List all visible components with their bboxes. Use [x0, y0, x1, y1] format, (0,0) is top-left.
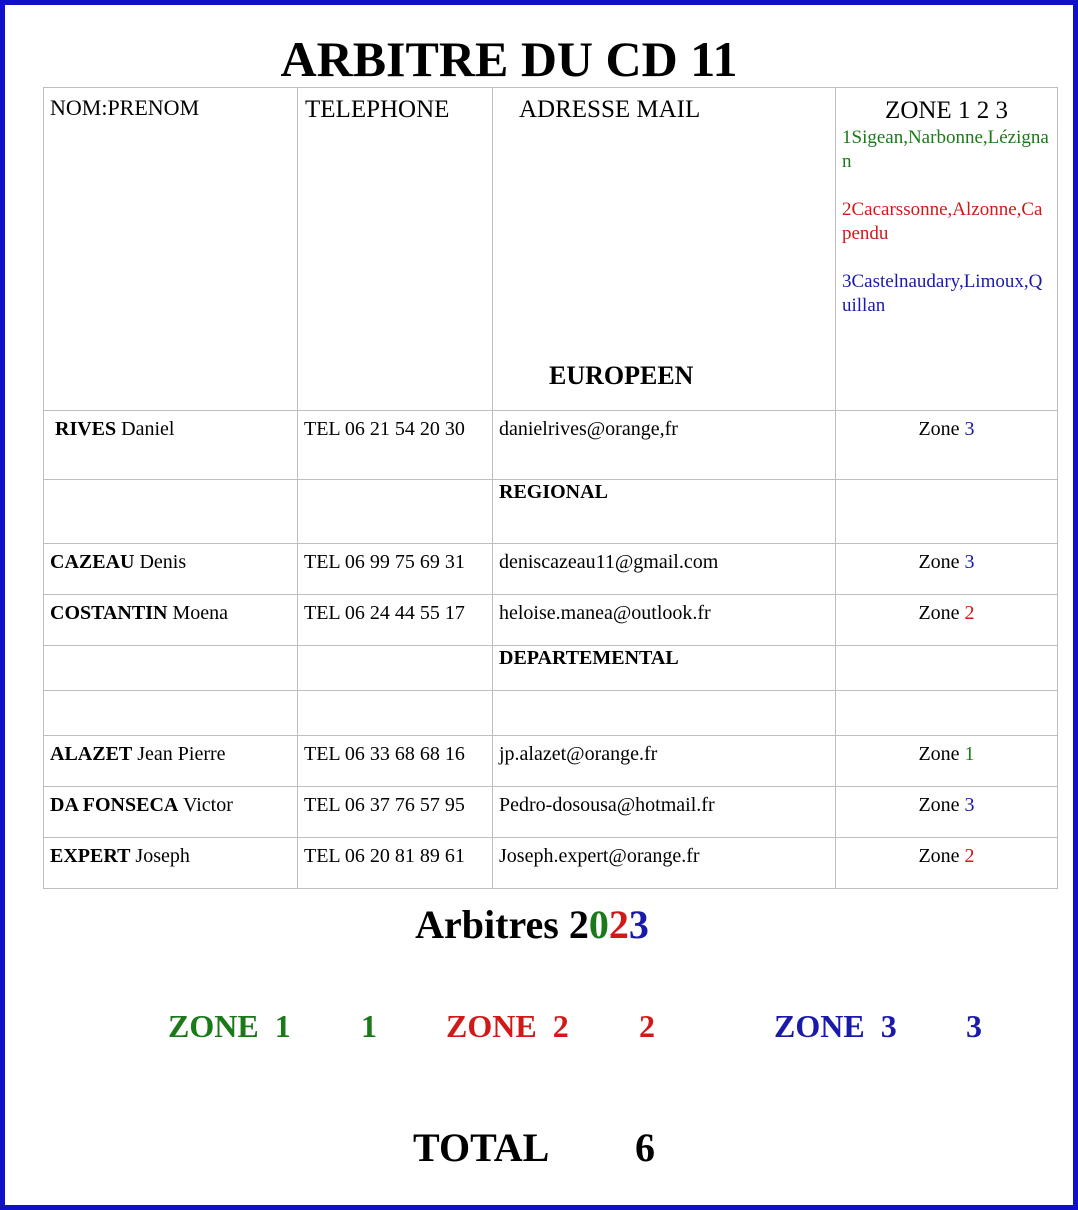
- header-zone-cell: [836, 88, 1058, 411]
- referee-email: deniscazeau11@gmail.com: [493, 544, 836, 595]
- referee-phone: TEL 06 21 54 20 30: [298, 411, 493, 480]
- table-row: [44, 411, 1058, 480]
- referee-last-name: EXPERT: [50, 845, 131, 867]
- table-row: [44, 736, 1058, 787]
- referee-email: Joseph.expert@orange.fr: [493, 838, 836, 889]
- zone-number: 3: [964, 551, 975, 573]
- zone-2-summary-label: ZONE 2: [446, 1008, 569, 1044]
- referee-last-name: ALAZET: [50, 743, 133, 765]
- total-label: TOTAL: [413, 1125, 550, 1170]
- header-zone: ZONE 1 2 3: [885, 97, 1008, 124]
- referee-zone: [836, 838, 1058, 889]
- referee-last-name: COSTANTIN: [50, 602, 168, 624]
- referee-first-name: Moena: [172, 602, 228, 624]
- zone-word: Zone: [918, 845, 960, 867]
- referee-phone: TEL 06 37 76 57 95: [298, 787, 493, 838]
- referee-zone: [836, 544, 1058, 595]
- referee-phone: TEL 06 99 75 69 31: [298, 544, 493, 595]
- zone-legend-3: 3Castelnaudary,Limoux,Quillan: [842, 271, 1043, 316]
- empty-row: [44, 691, 1058, 736]
- section-row-regional: [44, 480, 1058, 544]
- referee-last-name: CAZEAU: [50, 551, 135, 573]
- referee-zone: [836, 411, 1058, 480]
- section-european: EUROPEEN: [549, 361, 694, 390]
- section-departmental: DEPARTEMENTAL: [493, 646, 836, 691]
- zone-word: Zone: [918, 418, 960, 440]
- zone-number: 2: [964, 845, 975, 867]
- section-regional: REGIONAL: [493, 480, 836, 544]
- zone-word: Zone: [918, 743, 960, 765]
- zone-legend-1: 1Sigean,Narbonne,Lézignan: [842, 127, 1049, 172]
- referee-name: [44, 544, 298, 595]
- header-phone: TELEPHONE: [298, 88, 493, 411]
- zone-1-summary-count: 1: [361, 1008, 377, 1044]
- year-digit-green: 0: [588, 902, 609, 947]
- referee-first-name: Daniel: [121, 418, 175, 440]
- referee-phone: TEL 06 24 44 55 17: [298, 595, 493, 646]
- referee-name: [44, 595, 298, 646]
- total-value: 6: [635, 1125, 655, 1170]
- header-email-cell: [493, 88, 836, 411]
- zone-1-summary-label: ZONE 1: [168, 1008, 291, 1044]
- referee-phone: TEL 06 33 68 68 16: [298, 736, 493, 787]
- zone-word: Zone: [918, 602, 960, 624]
- referee-email: jp.alazet@orange.fr: [493, 736, 836, 787]
- referee-table: [43, 87, 1058, 889]
- referee-name: [44, 838, 298, 889]
- zone-2-summary-count: 2: [639, 1008, 655, 1044]
- table-row: [44, 544, 1058, 595]
- referee-phone: TEL 06 20 81 89 61: [298, 838, 493, 889]
- table-header-row: [44, 88, 1058, 411]
- section-row-departmental: [44, 646, 1058, 691]
- page-title: ARBITRE DU CD 11: [280, 31, 738, 87]
- referee-name: [44, 787, 298, 838]
- table-row: [44, 787, 1058, 838]
- referee-email: danielrives@orange,fr: [493, 411, 836, 480]
- referee-first-name: Jean Pierre: [137, 743, 226, 765]
- referee-zone: [836, 595, 1058, 646]
- year-digit-red: 2: [608, 902, 629, 947]
- referee-last-name: DA FONSECA: [50, 794, 179, 816]
- year-digit-blue: 3: [628, 902, 649, 947]
- referee-name: [44, 411, 298, 480]
- referee-email: heloise.manea@outlook.fr: [493, 595, 836, 646]
- summary-title-prefix: Arbitres 2: [415, 902, 589, 947]
- referee-name: [44, 736, 298, 787]
- referee-first-name: Denis: [139, 551, 187, 573]
- header-name: NOM:PRENOM: [44, 88, 298, 411]
- referee-first-name: Joseph: [135, 845, 190, 867]
- referee-email: Pedro-dosousa@hotmail.fr: [493, 787, 836, 838]
- zone-number: 3: [964, 794, 975, 816]
- table-row: [44, 838, 1058, 889]
- referee-zone: [836, 787, 1058, 838]
- zone-number: 2: [964, 602, 975, 624]
- zone-3-summary-count: 3: [966, 1008, 982, 1044]
- referee-zone: [836, 736, 1058, 787]
- zone-legend-2: 2Cacarssonne,Alzonne,Capendu: [842, 199, 1043, 244]
- zone-word: Zone: [918, 794, 960, 816]
- zone-number: 3: [964, 418, 975, 440]
- summary-title: [0, 902, 1064, 948]
- zone-number: 1: [964, 743, 975, 765]
- header-email: ADRESSE MAIL: [519, 96, 701, 123]
- referee-last-name: RIVES: [55, 418, 117, 440]
- zone-word: Zone: [918, 551, 960, 573]
- referee-first-name: Victor: [183, 794, 233, 816]
- zone-3-summary-label: ZONE 3: [774, 1008, 897, 1044]
- table-row: [44, 595, 1058, 646]
